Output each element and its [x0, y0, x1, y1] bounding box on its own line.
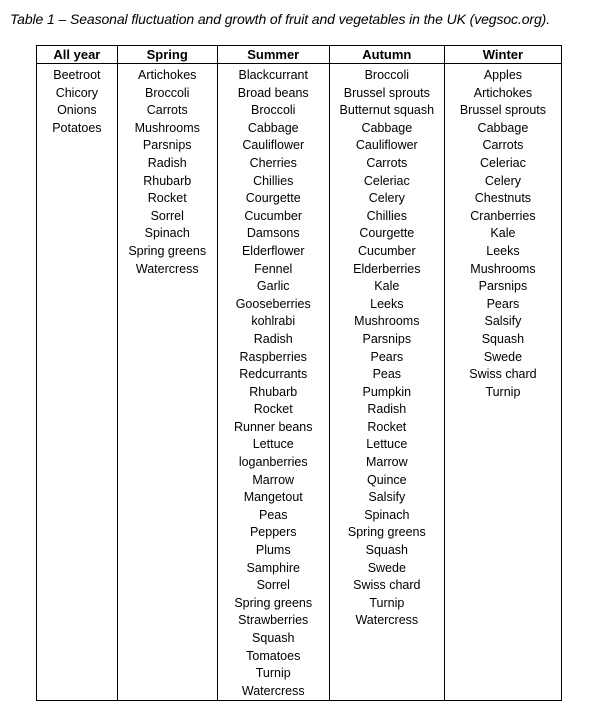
produce-item: Carrots	[146, 103, 188, 118]
produce-item: Kale	[374, 279, 400, 294]
produce-item: Mushrooms	[354, 314, 420, 329]
produce-item: Salsify	[484, 314, 522, 329]
produce-item: Parsnips	[362, 331, 412, 346]
produce-item: Watercress	[135, 261, 199, 276]
produce-item: Samphire	[246, 560, 300, 575]
column-spring	[117, 64, 217, 701]
produce-item: Cucumber	[244, 208, 303, 223]
produce-row	[37, 64, 562, 701]
produce-item: Broccoli	[364, 68, 410, 82]
produce-item: Marrow	[365, 455, 408, 470]
produce-item: Celery	[368, 191, 405, 206]
produce-item: Radish	[147, 155, 187, 170]
produce-item: Salsify	[368, 490, 406, 505]
produce-item: Cabbage	[477, 120, 529, 135]
produce-item: Lettuce	[366, 437, 408, 452]
produce-item: Rocket	[147, 191, 187, 206]
produce-item: Courgette	[245, 191, 301, 206]
produce-item: Cherries	[249, 155, 297, 170]
produce-item: Brussel sprouts	[459, 103, 546, 118]
produce-item: Parsnips	[142, 138, 192, 153]
produce-item: Marrow	[252, 472, 295, 487]
produce-item: Leeks	[370, 296, 404, 311]
produce-item: Apples	[483, 68, 523, 82]
produce-item: Beetroot	[53, 68, 101, 82]
produce-item: Broccoli	[145, 85, 190, 100]
produce-item: Cauliflower	[242, 138, 305, 153]
produce-item: Radish	[253, 331, 293, 346]
produce-item: Tomatoes	[246, 648, 301, 663]
produce-item: Chicory	[55, 85, 99, 100]
produce-item: Rocket	[367, 419, 407, 434]
column-header-autumn: Autumn	[329, 46, 444, 64]
produce-item: Swiss chard	[353, 578, 421, 593]
column-summer	[217, 64, 329, 701]
produce-item: Sorrel	[256, 578, 290, 593]
produce-item: kohlrabi	[251, 314, 296, 329]
seasonal-produce-table	[36, 45, 562, 701]
produce-item: Carrots	[482, 138, 524, 153]
produce-item: Swiss chard	[469, 367, 537, 382]
column-header-spring: Spring	[117, 46, 217, 64]
produce-item: Lettuce	[252, 437, 294, 452]
produce-item: Redcurrants	[239, 367, 308, 382]
produce-item: Artichokes	[473, 85, 533, 100]
produce-item: Onions	[57, 103, 97, 118]
produce-item: Parsnips	[478, 279, 528, 294]
produce-item: Cauliflower	[355, 138, 418, 153]
produce-item: Brussel sprouts	[343, 85, 430, 100]
produce-item: Quince	[367, 472, 407, 487]
produce-item: Watercress	[241, 683, 305, 698]
produce-item: Watercress	[355, 613, 419, 628]
produce-item: Pears	[486, 296, 520, 311]
column-header-summer: Summer	[217, 46, 329, 64]
column-header-winter: Winter	[444, 46, 561, 64]
produce-item: Fennel	[254, 261, 293, 276]
produce-item: Spring greens	[128, 243, 207, 258]
produce-item: Potatoes	[52, 120, 102, 135]
produce-item: Gooseberries	[235, 296, 311, 311]
produce-item: Cabbage	[247, 120, 299, 135]
header-row	[37, 46, 562, 64]
produce-item: Mushrooms	[134, 120, 200, 135]
produce-item: Plums	[255, 543, 291, 558]
produce-item: Cranberries	[470, 208, 536, 223]
produce-item: Leeks	[486, 243, 520, 258]
produce-item: Damsons	[246, 226, 300, 241]
produce-item: Pears	[370, 349, 404, 364]
produce-item: Courgette	[359, 226, 415, 241]
produce-item: Squash	[252, 631, 295, 645]
produce-item: Cabbage	[361, 120, 413, 135]
produce-item: Chillies	[366, 208, 407, 223]
produce-item: Celeriac	[363, 173, 410, 188]
produce-item: Runner beans	[233, 419, 313, 434]
produce-item: Peppers	[249, 525, 297, 540]
produce-item: loganberries	[238, 455, 308, 470]
produce-item: Cucumber	[357, 243, 416, 258]
produce-item: Strawberries	[238, 613, 309, 628]
produce-item: Chestnuts	[474, 191, 532, 206]
produce-item: Sorrel	[150, 208, 184, 223]
produce-item: Broad beans	[237, 85, 309, 100]
produce-item: Broccoli	[251, 103, 296, 118]
produce-item: Elderberries	[353, 261, 421, 276]
produce-item: Blackcurrant	[238, 68, 308, 82]
produce-item: Turnip	[255, 666, 291, 681]
produce-item: Raspberries	[239, 349, 307, 364]
produce-item: Celery	[484, 173, 521, 188]
produce-item: Swede	[483, 349, 523, 364]
produce-item: Chillies	[253, 173, 294, 188]
column-winter	[444, 64, 561, 701]
produce-item: Spinach	[364, 507, 410, 522]
produce-item: Celeriac	[480, 155, 526, 170]
produce-item: Spinach	[144, 226, 190, 241]
produce-item: Radish	[367, 402, 407, 417]
produce-item: Spring greens	[347, 525, 426, 540]
produce-item: Mushrooms	[470, 261, 536, 276]
produce-item: Peas	[372, 367, 402, 382]
column-header-all-year: All year	[37, 46, 118, 64]
produce-item: Turnip	[485, 384, 521, 399]
produce-item: Turnip	[369, 595, 405, 610]
produce-item: Carrots	[366, 155, 408, 170]
produce-item: Mangetout	[243, 490, 303, 505]
produce-item: Spring greens	[234, 595, 313, 610]
produce-item: Butternut squash	[339, 103, 435, 118]
produce-item: Pumpkin	[362, 384, 412, 399]
produce-item: Peas	[258, 507, 288, 522]
column-autumn	[329, 64, 444, 701]
produce-item: Squash	[365, 543, 409, 558]
column-all-year	[37, 64, 118, 701]
produce-item: Squash	[481, 331, 525, 346]
produce-item: Kale	[490, 226, 516, 241]
table-caption: Table 1 – Seasonal fluctuation and growth of fruit and vegetables in the UK (vegsoc.org).	[10, 11, 551, 27]
produce-item: Artichokes	[138, 68, 197, 82]
produce-item: Rocket	[253, 402, 293, 417]
produce-item: Garlic	[256, 279, 290, 294]
produce-item: Rhubarb	[249, 384, 298, 399]
produce-item: Elderflower	[241, 243, 305, 258]
produce-item: Rhubarb	[143, 173, 192, 188]
produce-item: Swede	[367, 560, 406, 575]
